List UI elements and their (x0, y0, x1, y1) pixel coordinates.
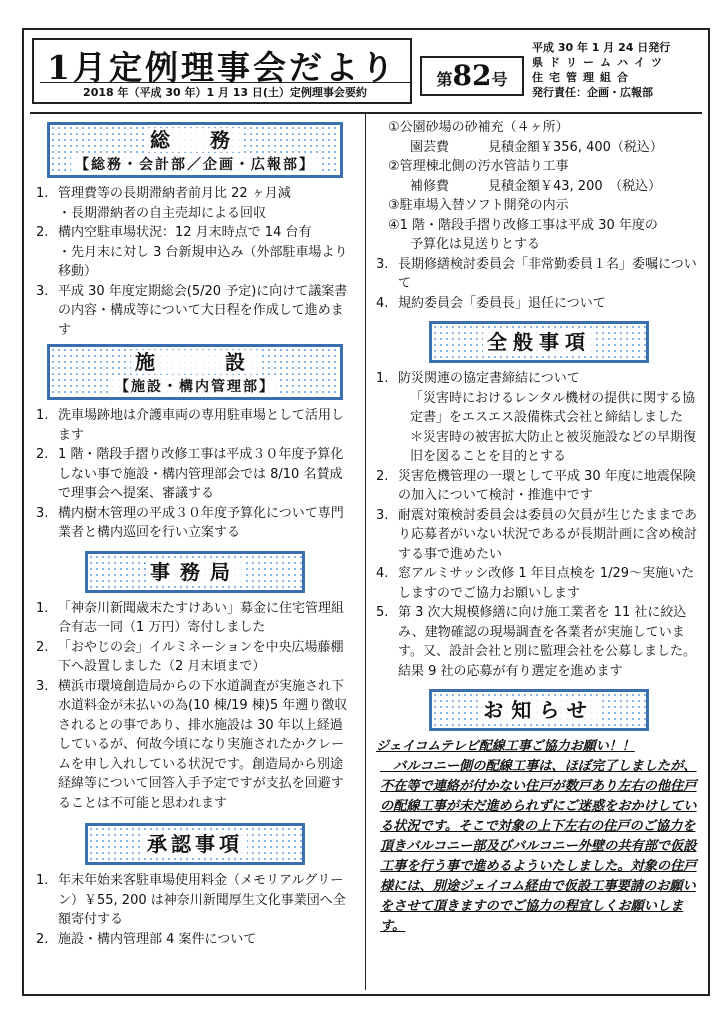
list-subitem: 「災害時におけるレンタル機材の提供に関する協定書」をエスエス設備株式会社と締結しました (410, 390, 696, 425)
notice-block (376, 737, 702, 937)
zenpan-list (376, 369, 702, 681)
shounin-continued (376, 118, 702, 313)
item-number: 4. (376, 295, 389, 311)
list-item (36, 282, 354, 341)
list-item (36, 677, 354, 814)
list-item (376, 564, 702, 603)
section-title-jimukyoku: 事務局 (146, 560, 244, 584)
list-item (376, 506, 702, 565)
list-subitem: 園芸費 見積金額￥356, 400（税込） (410, 139, 663, 155)
org-name-line2: 住宅管理組合 (532, 71, 634, 84)
left-column (36, 118, 354, 949)
item-number: 5. (376, 605, 389, 620)
item-text: 洗車場跡地は介護車両の専用駐車場として活用します (58, 408, 345, 443)
item-number: 2. (36, 931, 49, 947)
item-number: 4. (376, 566, 389, 581)
list-subitem: ②管理棟北側の汚水管詰り工事 (388, 159, 569, 174)
publish-date: 平成 30 年 1 月 24 日発行 (532, 41, 671, 54)
item-number: 1. (36, 186, 49, 201)
item-text: 災害危機管理の一環として平成 30 年度に地震保険の加入について検討・推進中です (398, 468, 696, 503)
item-text: 「神奈川新聞歳末たすけあい」募金に住宅管理組合有志一同（1 万円）寄付しました (58, 600, 345, 635)
section-title-oshirase: お知らせ (479, 698, 598, 722)
item-text: 構内空駐車場状況：12 月末時点で 14 台有 (58, 225, 312, 240)
list-subitem: ①公園砂場の砂補充（４ヶ所） (388, 120, 569, 135)
right-column (376, 118, 702, 937)
issue-prefix: 第 (436, 70, 453, 89)
section-title-shisetsu: 施 設 (131, 350, 259, 374)
item-text: 第 3 次大規模修繕に向け施工業者を 11 社に絞込み、建物確認の現場調査を各業者が実施しています。又、設計会社と別に監理会社を公募しました。結果 9 社の応募が有り選定を進めます (398, 605, 696, 679)
item-text: 管理費等の長期滞納者前月比 22 ヶ月減 (58, 186, 291, 201)
list-item (376, 369, 702, 389)
list-item (36, 223, 354, 243)
list-item (36, 599, 354, 638)
list-item (36, 504, 354, 543)
section-title-shounin: 承認事項 (143, 832, 247, 856)
section-title-soumu: 総 務 (146, 128, 244, 152)
item-text: 施設・構内管理部 4 案件について (58, 931, 257, 947)
page-title: 1月定例理事会だより (47, 48, 397, 87)
notice-title: ジェイコムテレビ配線工事ご協力お願い！！ (376, 739, 635, 754)
list-item (376, 294, 702, 314)
item-number: 2. (36, 225, 49, 240)
list-item (36, 406, 354, 445)
issue-suffix: 号 (491, 70, 508, 89)
item-text: 横浜市環境創造局からの下水道調査が実施され下水道料金が未払いの為(10 棟/19 棟)5 年遡り徴収されるとの事であり、排水施設は 30 年以上経過しているが、何故今頃になり実施されたかクレームを申し入れしている状況です。創造局から別途経緯等について回答入手予定ですが支払を回避することは不可能と思われます (58, 678, 348, 811)
section-header-soumu (47, 122, 343, 178)
item-number: 3. (36, 283, 49, 299)
issue-number-badge (420, 56, 524, 96)
list-note: ＊災害時の被害拡大防止と被災施設などの早期復旧を図ることを目的とする (410, 429, 697, 464)
item-number: 1. (36, 600, 49, 616)
section-subtitle-shisetsu: 【施設・構内管理部】 (111, 379, 279, 395)
item-text: 平成 30 年度定期総会(5/20 予定)に向けて議案書の内容・構成等について大日程を作成して進めます (58, 283, 348, 338)
section-header-shisetsu (47, 344, 343, 400)
issue-number: 82 (452, 59, 492, 92)
list-subitem: ・長期滞納者の自主売却による回収 (58, 205, 267, 221)
item-number: 1. (36, 408, 49, 423)
item-number: 3. (376, 256, 389, 272)
item-text: 「おやじの会」イルミネーションを中央広場藤棚下へ設置しました（2 月末頃まで） (58, 639, 344, 674)
item-number: 3. (36, 678, 49, 694)
list-subitem: ④1 階・階段手摺り改修工事は平成 30 年度の (388, 217, 658, 233)
masthead (32, 38, 412, 104)
jimukyoku-list (36, 599, 354, 814)
list-subitem: 補修費 見積金額￥43, 200 （税込） (410, 178, 662, 194)
item-number: 2. (36, 447, 49, 462)
list-item (36, 184, 354, 204)
item-number: 3. (36, 505, 49, 521)
item-text: 1 階・階段手摺り改修工事は平成３０年度予算化しない事で施設・構内管理部会では 8/10 名賛成で理事会へ提案、審議する (58, 447, 344, 501)
list-item (36, 930, 354, 950)
column-divider (365, 114, 366, 990)
header-divider (30, 112, 702, 114)
notice-body: バルコニー側の配線工事は、ほぼ完了しましたが、不在等で連絡が付かない住戸が数戸あり左右の他住戸の配線工事が未だ進められずにご迷惑をおかけしている状況です。そこで対象の上下左右の住戸のご協力を頂きバルコニー部及びバルコニー外壁の共有部で仮設工事を行う事で進めるよういたしました。対象の住戸様には、別途ジェイコム経由で仮設工事要請のお願いをさせて頂きますのでご協力の程宜しくお願いします。 (380, 759, 697, 934)
meeting-date: 2018 年（平成 30 年）1 月 13 日(土）定例理事会要約 (40, 82, 410, 100)
soumu-list (36, 184, 354, 340)
org-name-line1: 県ドリームハイツ (532, 56, 668, 69)
section-header-oshirase (429, 689, 649, 731)
shisetsu-list (36, 406, 354, 543)
list-item (376, 603, 702, 681)
item-text: 防災関連の協定書締結について (398, 371, 580, 386)
item-number: 2. (36, 639, 49, 655)
section-header-zenpan (429, 321, 649, 363)
publisher-info (532, 40, 702, 100)
list-item (376, 255, 702, 294)
item-number: 1. (376, 371, 389, 386)
list-subitem: ③駐車場入替ソフト開発の内示 (388, 198, 569, 213)
list-item (36, 638, 354, 677)
item-text: 耐震対策検討委員会は委員の欠員が生じたままであり応募者がいない状況であるが長期計画に含め検討する事で進めたい (398, 507, 698, 562)
item-text: 長期修繕検討委員会「非常勤委員１名」委嘱について (398, 256, 697, 291)
item-text: 構内樹木管理の平成３０年度予算化について専門業者と構内巡回を行い立案する (58, 505, 344, 540)
list-subitem: ・先月末に対し 3 台新規申込み（外部駐車場より移動） (58, 244, 348, 279)
list-subitem: 予算化は見送りとする (410, 237, 541, 252)
publisher-name: 発行責任：企画・広報部 (532, 86, 653, 99)
section-subtitle-soumu: 【総務・会計部／企画・広報部】 (71, 157, 319, 173)
list-item (36, 871, 354, 930)
item-text: 規約委員会「委員長」退任について (398, 295, 606, 311)
item-text: 年末年始来客駐車場使用料金（メモリアルグリーン）￥55, 200 は神奈川新聞厚生文化事業団へ全額寄付する (58, 873, 346, 927)
item-number: 2. (376, 468, 389, 484)
section-header-shounin (85, 823, 305, 865)
item-text: 窓アルミサッシ改修 1 年目点検を 1/29～実施いたしますのでご協力お願いします (398, 566, 695, 601)
shounin-list (36, 871, 354, 949)
item-number: 3. (376, 507, 389, 523)
list-item (376, 467, 702, 506)
item-number: 1. (36, 873, 49, 888)
list-item (36, 445, 354, 504)
section-header-jimukyoku (85, 551, 305, 593)
section-title-zenpan: 全般事項 (483, 330, 595, 354)
